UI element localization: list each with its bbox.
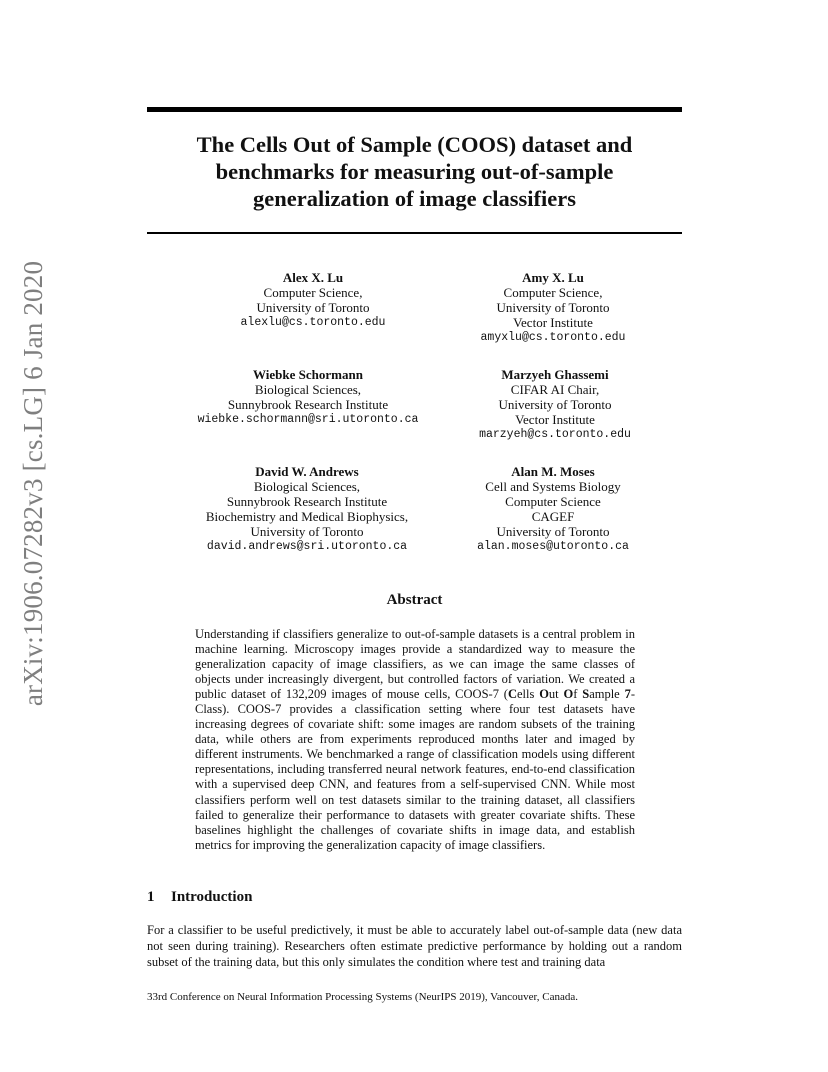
author-name: Alex X. Lu (282, 270, 344, 285)
author-affiliation: Vector Institute (513, 315, 593, 330)
acronym-letter: O (539, 687, 549, 702)
author-block (420, 367, 690, 442)
author-name: Amy X. Lu (522, 270, 584, 285)
author-block (172, 464, 442, 554)
title-bottom-rule (147, 232, 682, 234)
author-name: David W. Andrews (255, 464, 359, 479)
acronym-letter: C (507, 687, 517, 702)
author-block (418, 464, 688, 554)
author-affiliation: Biological Sciences, (253, 479, 361, 494)
title-line: The Cells Out of Sample (COOS) dataset and (196, 132, 633, 157)
author-block (178, 270, 448, 330)
author-affiliation: University of Toronto (496, 300, 610, 315)
section-heading-introduction (147, 889, 252, 906)
title-line: generalization of image classifiers (252, 186, 577, 211)
acronym-rest: f (573, 687, 583, 702)
author-name: Wiebke Schormann (253, 367, 363, 382)
acronym-letter: S (582, 687, 590, 702)
acronym-letter: O (563, 687, 574, 702)
acronym-rest: ample (589, 687, 625, 702)
section-title: Introduction (171, 889, 253, 905)
abstract-text-part: ). COOS-7 provides a classification setting where four test datasets have increasing degrees of covariate shift: some images are random subsets of the training data, while others are from experiments reproduced months later and imaged by different instruments. We benchmarked a range of classification models using different representations, including transferred neural network features, end-to-end classification with a supervised deep CNN, and features from a self-supervised CNN. While most classifiers perform well on test datasets similar to the training dataset, all classifiers failed to generalize their performance to datasets with greater covariate shifts. These baselines highlight the challenges of covariate shifts in image data, and establish metrics for improving the generalization capacity of image classifiers. (195, 702, 635, 852)
section-number: 1 (147, 889, 155, 905)
conference-footnote: 33rd Conference on Neural Information Processing Systems (NeurIPS 2019), Vancouver, Canada. (147, 991, 579, 1003)
author-affiliation: Biological Sciences, (254, 382, 362, 397)
author-email[interactable]: amyxlu@cs.toronto.edu (480, 331, 626, 344)
author-affiliation: University of Toronto (250, 524, 364, 539)
title-top-rule (147, 107, 682, 112)
author-email[interactable]: wiebke.schormann@sri.utoronto.ca (197, 413, 419, 426)
author-block (418, 270, 688, 345)
author-affiliation: Cell and Systems Biology (485, 479, 621, 494)
author-block (173, 367, 443, 427)
author-name: Marzyeh Ghassemi (501, 367, 609, 382)
author-affiliation: CAGEF (531, 509, 575, 524)
acronym-letter: 7 (624, 687, 631, 702)
author-affiliation: Sunnybrook Research Institute (227, 397, 389, 412)
author-affiliation: Computer Science, (503, 285, 603, 300)
author-affiliation: Computer Science, (263, 285, 363, 300)
acronym-rest: -Class (195, 687, 635, 717)
author-affiliation: University of Toronto (256, 300, 370, 315)
author-affiliation: Vector Institute (515, 412, 595, 427)
author-affiliation: University of Toronto (496, 524, 610, 539)
paper-title (147, 131, 682, 212)
author-affiliation: Computer Science (505, 494, 601, 509)
author-affiliation: Sunnybrook Research Institute (226, 494, 388, 509)
author-email[interactable]: alexlu@cs.toronto.edu (240, 316, 386, 329)
author-affiliation: Biochemistry and Medical Biophysics, (205, 509, 409, 524)
author-email[interactable]: alan.moses@utoronto.ca (477, 540, 629, 553)
author-name: Alan M. Moses (511, 464, 595, 479)
author-affiliation: University of Toronto (498, 397, 612, 412)
author-affiliation: CIFAR AI Chair, (510, 382, 600, 397)
abstract-text-part: Understanding if classifiers generalize to out-of-sample datasets is a central problem in machine learning. Microscopy images provide a standardized way to measure the generalization capacity of image classifiers, as we can image the same classes of objects under increasingly divergent, but controlled factors of variation. We created a public dataset of 132,209 images of mouse cells, COOS-7 ( (195, 627, 635, 702)
abstract-heading: Abstract (386, 592, 443, 608)
title-line: benchmarks for measuring out-of-sample (215, 159, 614, 184)
author-email[interactable]: david.andrews@sri.utoronto.ca (206, 540, 408, 553)
arxiv-identifier (12, 260, 56, 706)
abstract-text (195, 627, 635, 853)
introduction-text: For a classifier to be useful predictively, it must be able to accurately label out-of-sample data (new data not seen during training). Researchers often estimate predictive performance by holding out a random subset of the training data, but this only simulates the condition where test and training data (147, 923, 682, 969)
acronym-rest: ut (548, 687, 564, 702)
arxiv-identifier-text: arXiv:1906.07282v3 [cs.LG] 6 Jan 2020 (18, 260, 49, 706)
acronym-rest: ells (516, 687, 540, 702)
author-email[interactable]: marzyeh@cs.toronto.edu (479, 428, 631, 441)
